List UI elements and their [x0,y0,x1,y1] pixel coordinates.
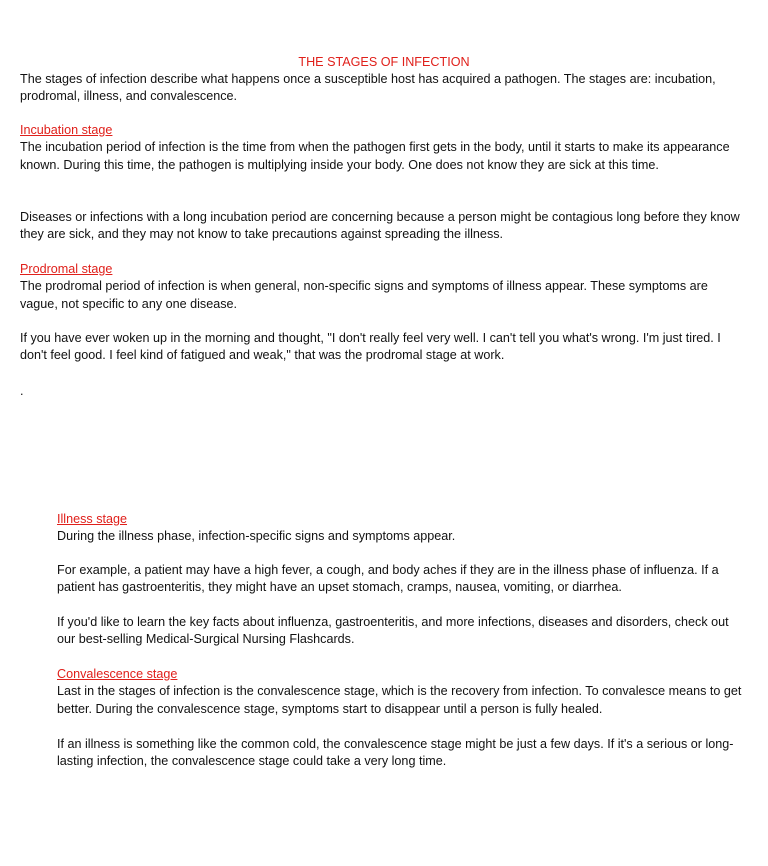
incubation-paragraph-1: The incubation period of infection is the time from when the pathogen first gets in the body, until it starts to make its appearance known. During this time, the pathogen is multiplying inside your body. One does not know they are sick at this time. [20,140,730,172]
convalescence-heading: Convalescence stage [57,667,178,681]
convalescence-paragraph-2: If an illness is something like the common cold, the convalescence stage might be just a few days. If it's a serious or long-lasting infection, the convalescence stage could take a very long time. [57,737,734,769]
illness-section [57,511,747,546]
intro-paragraph: The stages of infection describe what happens once a susceptible host has acquired a pathogen. The stages are: incubation, prodromal, illness, and convalescence. [20,72,716,104]
illness-paragraph-3: If you'd like to learn the key facts about influenza, gastroenteritis, and more infections, diseases and disorders, check out our best-selling Medical-Surgical Nursing Flashcards. [57,615,729,647]
illness-paragraph-2: For example, a patient may have a high fever, a cough, and body aches if they are in the illness phase of influenza. If a patient has gastroenteritis, they might have an upset stomach, cramps, nausea, vomiting, or diarrhea. [57,563,719,595]
prodromal-heading: Prodromal stage [20,262,113,276]
incubation-section [20,122,746,174]
prodromal-paragraph-2: If you have ever woken up in the morning and thought, "I don't really feel very well. I can't tell you what's wrong. I'm just tired. I don't feel good. I feel kind of fatigued and weak," that was the prodromal stage at work. [20,331,721,363]
convalescence-paragraph-1: Last in the stages of infection is the convalescence stage, which is the recovery from infection. To convalesce means to get better. During the convalescence stage, symptoms start to disappear until a person is fully healed. [57,684,742,716]
illness-paragraph-1: During the illness phase, infection-specific signs and symptoms appear. [57,529,456,544]
incubation-heading: Incubation stage [20,123,113,137]
convalescence-section [57,666,747,718]
prodromal-paragraph-1: The prodromal period of infection is when general, non-specific signs and symptoms of illness appear. These symptoms are vague, not specific to any one disease. [20,279,708,311]
prodromal-section [20,261,746,313]
stray-period: . [20,384,24,398]
page-title: THE STAGES OF INFECTION [298,55,470,69]
incubation-paragraph-2: Diseases or infections with a long incubation period are concerning because a person might be contagious long before they know they are sick, and they may not know to take precautions against spreading the illness. [20,210,740,242]
illness-heading: Illness stage [57,512,128,526]
